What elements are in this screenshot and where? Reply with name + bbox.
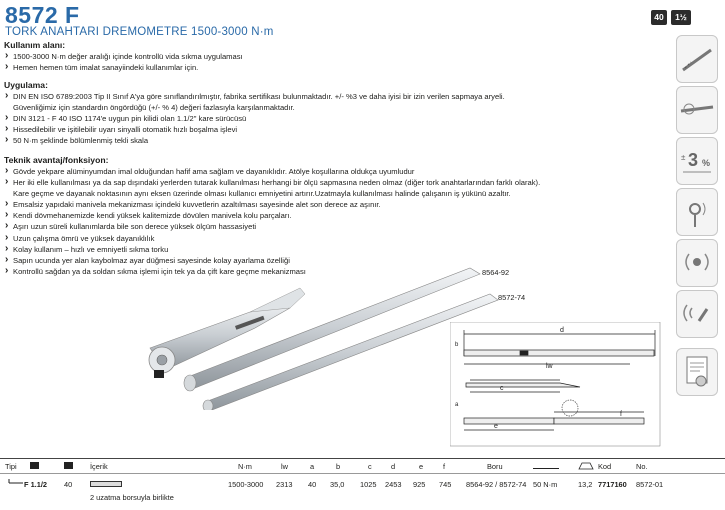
table-top-rule <box>0 458 725 459</box>
th-f: f <box>443 462 446 471</box>
dim-d: d <box>560 327 564 334</box>
list-item: › Hissedilebilir ve işitilebilir uyarı sinyalli otomatik hızlı boşalma işlevi <box>4 124 544 135</box>
th-tipi: Tipi <box>5 462 17 471</box>
list-item: › Sapın ucunda yer alan kaybolmaz ayar düğmesi sayesinde kolay ayarlama özelliği <box>4 255 544 266</box>
th-c: c <box>368 462 372 471</box>
section-teknik <box>4 155 544 277</box>
list-item: Güvenliğimiz için standardın öngördüğü (+/- % 4) değeri fazlasıyla karşılanmaktadır. <box>13 103 295 113</box>
list-item: › DIN 3121 - F 40 ISO 1174'e uygun pin kilidi olan 1.1/2" kare sürücüsü <box>4 113 544 124</box>
td-a: 40 <box>308 480 317 489</box>
td-scale: 50 N·m <box>533 480 558 489</box>
td-c: 1025 <box>360 480 377 489</box>
list-item: Kare geçme ve dayanak noktasının aynı eksen üzerinde olması kullanıcı emniyetini artırır.Uzatmayla kullanılması halinde çalışanın iş yükünü azaltır. <box>13 189 511 199</box>
th-boru: Boru <box>487 462 503 471</box>
td-nm: 1500-3000 <box>228 480 264 489</box>
td-boru: 8564-92 / 8572-74 <box>466 480 527 489</box>
section-heading: Uygulama: <box>4 80 48 90</box>
td-no: 8572-01 <box>636 480 664 489</box>
section-kullanim <box>4 40 544 73</box>
accuracy-3-percent-icon <box>676 137 718 185</box>
accuracy-pct: % <box>702 158 711 168</box>
th-a: a <box>310 462 315 471</box>
product-title: 8572 F <box>5 2 80 28</box>
td-tipi: F 1.1/2 <box>24 480 48 489</box>
td-b: 35,0 <box>330 480 345 489</box>
list-item: › Hemen hemen tüm imalat sanayiindeki kullanımlar için. <box>4 62 544 73</box>
list-item: › Emsalsiz yapıdaki manivela mekanizması içindeki kuvvetlerin azaltılması sayesinde alet son derece az aşınır. <box>4 199 544 210</box>
certificate-icon <box>676 348 718 396</box>
accuracy-pm: ± <box>681 153 686 162</box>
table-header-rule <box>0 473 725 474</box>
section-uygulama <box>4 80 544 146</box>
th-nm: N·m <box>238 462 252 471</box>
dim-f: f <box>620 411 622 418</box>
td-lw: 2313 <box>276 480 293 489</box>
dim-c: c <box>500 385 504 392</box>
square-size-icon <box>64 462 73 469</box>
th-b: b <box>336 462 341 471</box>
list-item: › Her iki elle kullanılması ya da sap dışındaki yerlerden tutarak kullanılması herhangi bir ölçü sapmasına neden olmaz (diğer tork anahtarlarından farklı olarak). <box>4 177 544 188</box>
product-subtitle: TORK ANAHTARI DREMOMETRE 1500-3000 N·m <box>5 26 274 38</box>
list-item: › Gövde yekpare alüminyumdan imal olduğundan hafif ama sağlam ve dayanıklıdır. Atölye koşullarına oldukça uyumludur <box>4 166 544 177</box>
list-item: › Aşırı uzun süreli kullanımlarda bile son derece yüksek ölçüm hassasiyeti <box>4 221 544 232</box>
content-wrench-icon <box>90 481 122 487</box>
th-d: d <box>391 462 396 471</box>
audible-click-icon <box>676 188 718 236</box>
td-kod: 7717160 <box>598 480 627 489</box>
part-label-8564-92: 8564-92 <box>482 268 510 277</box>
content-note: 2 uzatma borsuyla birlikte <box>90 493 174 502</box>
th-kod: Kod <box>598 462 612 471</box>
dim-b: b <box>455 342 459 348</box>
vibration-signal-icon <box>676 290 718 338</box>
signal-icon <box>676 239 718 287</box>
dim-a: a <box>455 402 459 408</box>
type-wrench-icon <box>8 477 24 487</box>
th-e: e <box>419 462 424 471</box>
td-f: 745 <box>439 480 452 489</box>
square-drive-badge: 40 <box>651 10 667 25</box>
td-d: 2453 <box>385 480 402 489</box>
list-item: › 50 N·m şeklinde bölümlenmiş tekli skala <box>4 135 544 146</box>
weight-icon <box>577 461 595 472</box>
list-item: › DIN EN ISO 6789:2003 Tip II Sınıf A'ya göre sınıflandırılmıştır, fabrika sertifikası bulunmaktadır. +/- %3 ve daha iyisi bir izin verilen sapmaya aryeli. <box>4 91 544 102</box>
td-weight: 13,2 <box>578 480 593 489</box>
part-label-8572-74: 8572-74 <box>498 293 526 302</box>
section-heading: Kullanım alanı: <box>4 40 66 50</box>
accuracy-number: 3 <box>688 150 699 170</box>
list-item: › 1500-3000 N·m değer aralığı içinde kontrollü vida sıkma uygulaması <box>4 51 544 62</box>
th-lw: lw <box>281 462 288 471</box>
list-item: › Kolay kullanım – hızlı ve emniyetli sıkma torku <box>4 244 544 255</box>
section-heading: Teknik avantaj/fonksiyon: <box>4 155 109 165</box>
td-e: 925 <box>413 480 426 489</box>
dim-lw: lw <box>546 363 553 370</box>
list-item: › Kendi dövmehanemizde kendi yüksek kalitemizde dövülen manivela kolu parçaları. <box>4 210 544 221</box>
angle-wrench-icon <box>676 35 718 83</box>
list-item: › Uzun çalışma ömrü ve yüksek dayanıklılık <box>4 233 544 244</box>
th-no: No. <box>636 462 648 471</box>
th-icerik: İçerik <box>90 462 108 471</box>
drive-size-badge: 1½ <box>671 10 691 25</box>
square-drive-icon <box>30 462 39 469</box>
list-item: › Kontrollü sağdan ya da soldan sıkma işlemi için tek ya da çift kare geçme mekanizması <box>4 266 544 277</box>
scale-icon <box>533 463 559 469</box>
dim-e: e <box>494 423 498 430</box>
td-sq: 40 <box>64 480 73 489</box>
dimension-drawing <box>450 322 670 447</box>
hand-wrench-icon <box>676 86 718 134</box>
